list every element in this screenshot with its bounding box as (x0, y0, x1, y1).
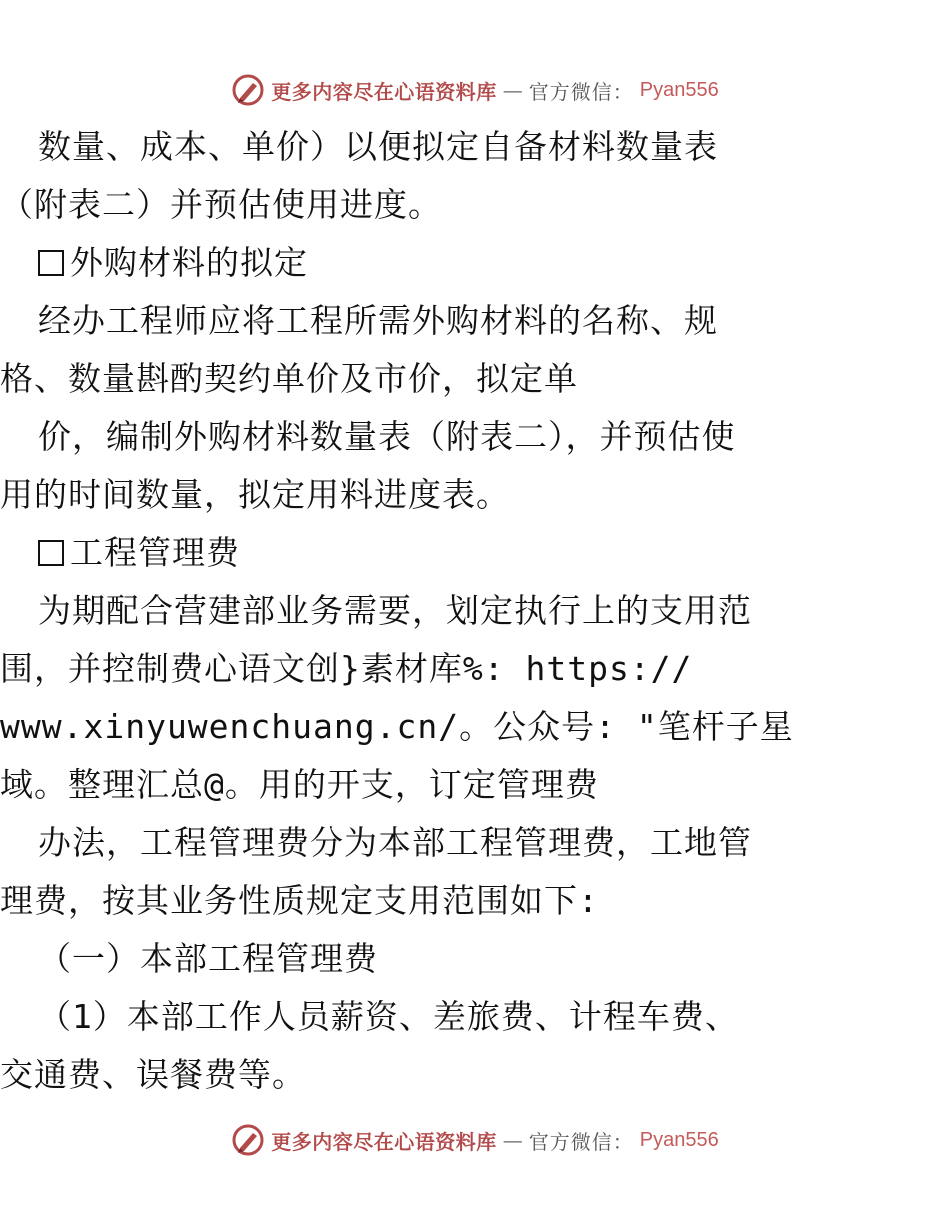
text-line: 围，并控制费心语文创}素材库%: https:// (0, 649, 693, 688)
text-line: 经办工程师应将工程所需外购材料的名称、规 (38, 301, 718, 340)
footer-wechat-id: Pyan556 (639, 1128, 719, 1151)
text-line: （1）本部工作人员薪资、差旅费、计程车费、 (38, 997, 739, 1036)
text-line: 办法，工程管理费分为本部工程管理费，工地管 (38, 823, 752, 862)
section-heading-external-materials (0, 234, 308, 292)
footer-official-label: 官方微信： (528, 1129, 634, 1154)
heading-text: 外购材料的拟定 (70, 243, 308, 282)
section-heading-management-fee (0, 524, 240, 582)
pen-logo-icon (231, 1123, 265, 1157)
header-wechat-id: Pyan556 (639, 78, 719, 101)
text-line: 交通费、误餐费等。 (0, 1055, 306, 1094)
checkbox-icon (38, 540, 64, 566)
text-line: 价，编制外购材料数量表（附表二），并预估使 (38, 417, 736, 456)
footer-separator: — (502, 1128, 523, 1152)
text-line: 用的时间数量，拟定用料进度表。 (0, 475, 510, 514)
text-line: 域。整理汇总@。用的开支，订定管理费 (0, 765, 599, 804)
header-brand-text: 更多内容尽在心语资料库 (271, 79, 497, 104)
checkbox-icon (38, 250, 64, 276)
header-banner (0, 70, 950, 110)
pen-logo-icon (231, 73, 265, 107)
footer-brand-text: 更多内容尽在心语资料库 (271, 1129, 497, 1154)
header-official-label: 官方微信： (528, 79, 634, 104)
text-line: www.xinyuwenchuang.cn/。公众号: "笔杆子星 (0, 707, 794, 746)
text-line: 数量、成本、单价）以便拟定自备材料数量表 (38, 127, 718, 166)
subheading-hq-management-fee: （一）本部工程管理费 (38, 939, 378, 978)
footer-banner (0, 1120, 950, 1160)
text-line: 为期配合营建部业务需要，划定执行上的支用范 (38, 591, 752, 630)
text-line: 格、数量斟酌契约单价及市价，拟定单 (0, 359, 578, 398)
text-line: （附表二）并预估使用进度。 (0, 185, 442, 224)
heading-text: 工程管理费 (70, 533, 240, 572)
header-separator: — (502, 78, 523, 102)
text-line: 理费，按其业务性质规定支用范围如下: (0, 881, 599, 920)
